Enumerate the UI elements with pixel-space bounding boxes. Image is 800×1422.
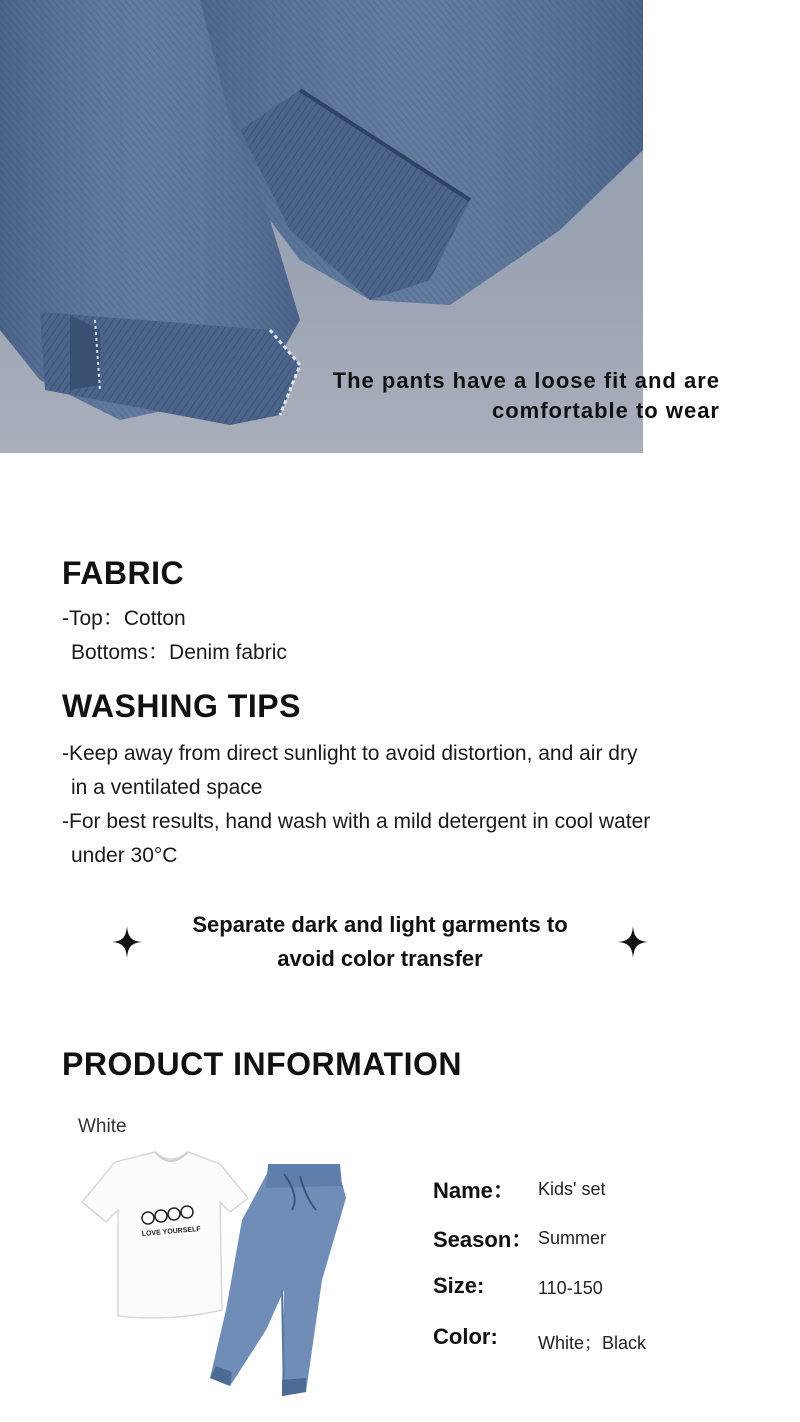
variant-label: White xyxy=(78,1116,127,1137)
info-label: Size: xyxy=(433,1273,485,1298)
tshirt-illustration xyxy=(82,1152,248,1318)
info-label: Season： xyxy=(433,1227,534,1252)
info-label: Name： xyxy=(433,1178,515,1203)
info-value: Kids' set xyxy=(538,1179,606,1199)
sparkle-star-icon xyxy=(618,926,648,958)
washing-tip-2-line-2: under 30°C xyxy=(71,844,178,867)
info-label: Color: xyxy=(433,1324,498,1349)
info-value: White；Black xyxy=(538,1333,647,1353)
washing-tip-1-line-1: -Keep away from direct sunlight to avoid distortion, and air dry xyxy=(62,742,638,765)
highlight-tip-line-1: Separate dark and light garments to xyxy=(192,912,568,937)
hero-image xyxy=(0,0,720,453)
fabric-top: -Top：Cotton xyxy=(62,607,186,630)
info-value: 110-150 xyxy=(538,1278,603,1298)
washing-tip-1-line-2: in a ventilated space xyxy=(71,776,263,799)
sparkle-star-icon xyxy=(112,926,142,958)
info-value: Summer xyxy=(538,1228,607,1248)
washing-tip-2-line-1: -For best results, hand wash with a mild detergent in cool water xyxy=(62,810,651,833)
highlight-tip xyxy=(150,908,610,976)
fabric-title: FABRIC xyxy=(62,555,185,591)
product-info-title: PRODUCT INFORMATION xyxy=(62,1046,462,1082)
hero-caption-line-2: comfortable to wear xyxy=(491,398,720,423)
product-image xyxy=(70,1140,370,1405)
fabric-bottoms: Bottoms：Denim fabric xyxy=(71,641,287,664)
highlight-tip-line-2: avoid color transfer xyxy=(277,946,483,971)
washing-tips-title: WASHING TIPS xyxy=(62,688,301,724)
tshirt-print-text: LOVE YOURSELF xyxy=(141,1225,201,1238)
hero-caption xyxy=(250,366,720,426)
hero-caption-line-1: The pants have a loose fit and are xyxy=(332,368,720,393)
